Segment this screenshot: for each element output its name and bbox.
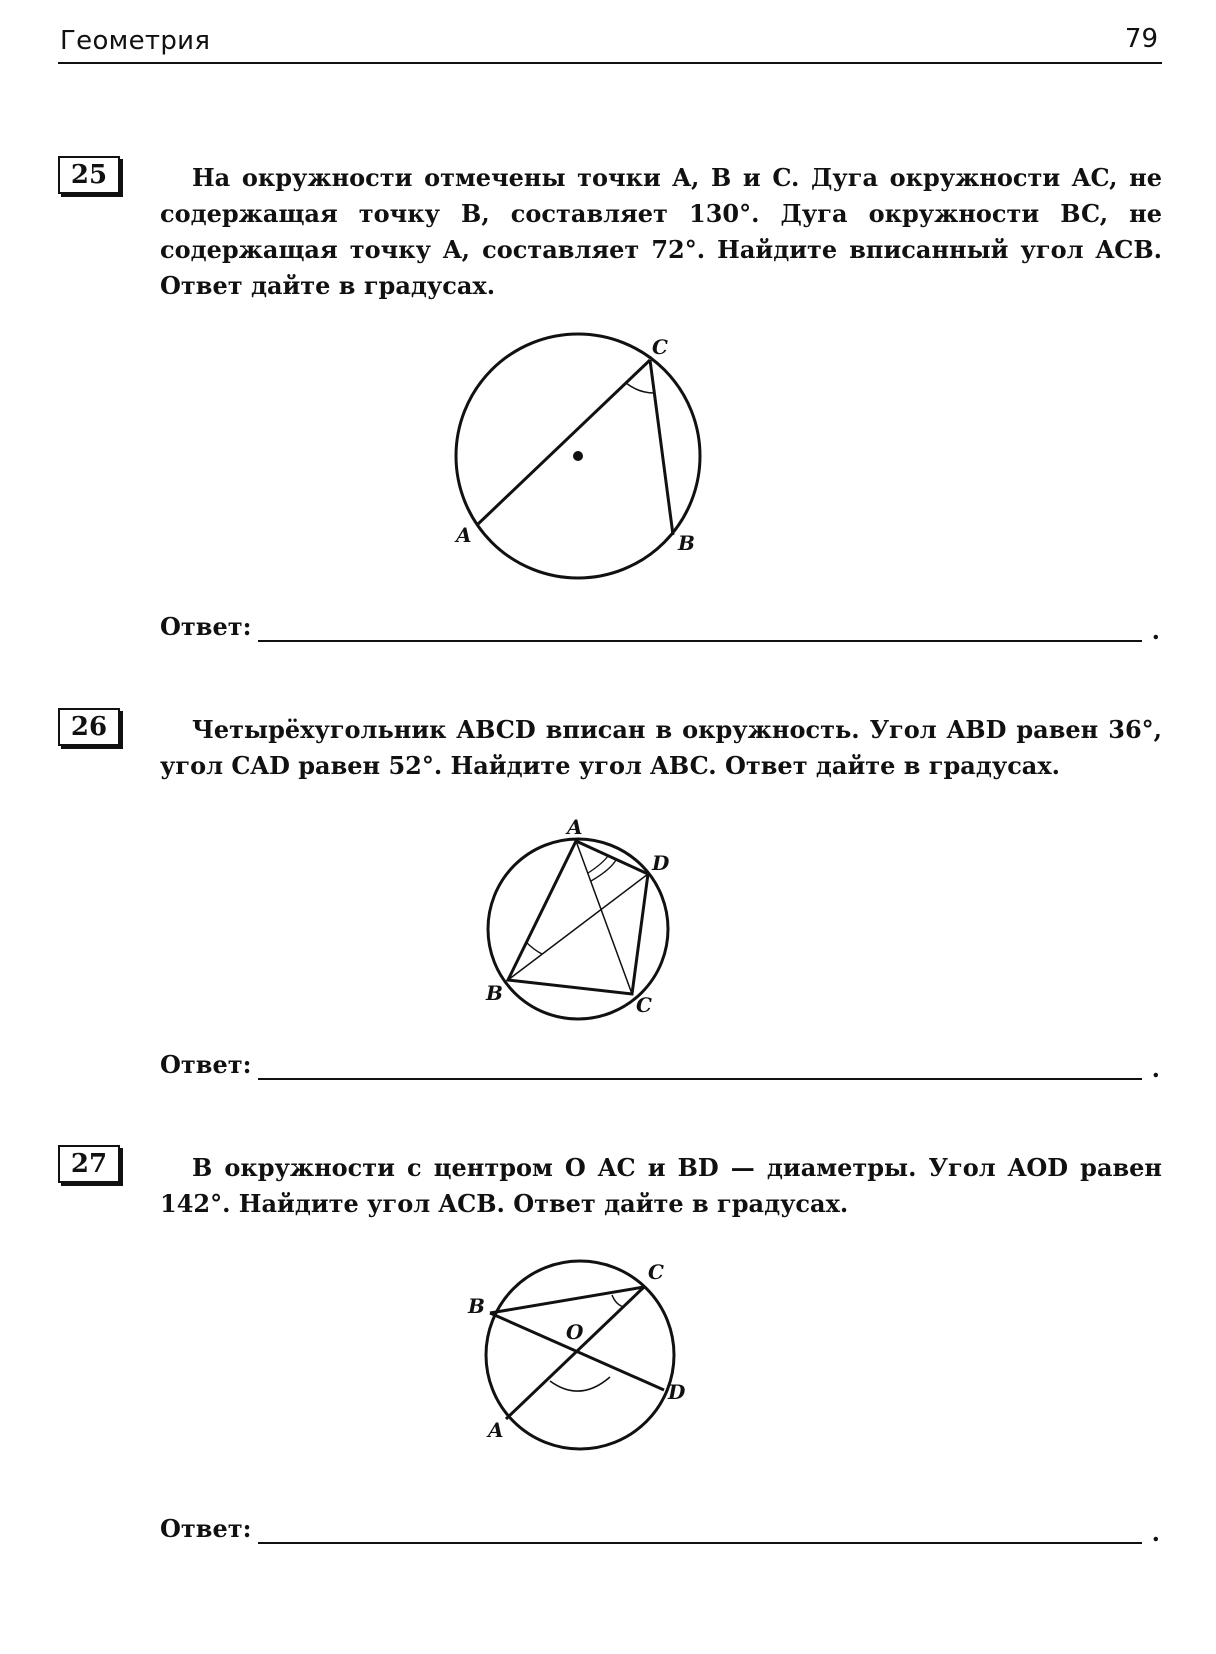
chord-ac (477, 360, 650, 525)
answer-line[interactable] (258, 1542, 1142, 1544)
angle-acb-arc (612, 1295, 624, 1307)
label-d: D (668, 1380, 686, 1404)
answer-label: Ответ: (160, 612, 252, 641)
label-a: A (567, 815, 583, 839)
task-25-figure (440, 330, 740, 620)
angle-cad-arc-1 (588, 856, 608, 873)
section-title: Геометрия (60, 26, 211, 56)
task-26-answer (160, 1050, 1162, 1084)
task-25-answer (160, 612, 1162, 646)
task-number-26: 26 (58, 708, 120, 746)
answer-line[interactable] (258, 1078, 1142, 1080)
task-number-27: 27 (58, 1145, 120, 1183)
page-number: 79 (1124, 24, 1158, 54)
label-c: C (648, 1260, 664, 1284)
label-a: A (456, 523, 472, 547)
angle-abd-arc (526, 942, 542, 954)
answer-end: . (1151, 616, 1160, 645)
label-b: B (486, 981, 503, 1005)
task-26-figure (470, 815, 710, 1068)
task-number-25: 25 (58, 156, 120, 194)
label-d: D (652, 851, 670, 875)
label-c: C (652, 335, 668, 359)
chord-cb (650, 360, 673, 535)
circle-center (573, 451, 583, 461)
task-27-text: В окружности с центром O AC и BD — диаметры. Угол AOD равен 142°. Найдите угол ACB. Ответ дайте в градусах. (160, 1153, 1162, 1218)
label-b: B (468, 1294, 485, 1318)
label-c: C (636, 993, 652, 1017)
label-b: B (678, 531, 695, 555)
label-a: A (488, 1418, 504, 1442)
page-header (58, 22, 1162, 64)
quadrilateral-abcd (508, 841, 648, 994)
answer-label: Ответ: (160, 1050, 252, 1079)
answer-end: . (1151, 1518, 1160, 1547)
task-26-text: Четырёхугольник ABCD вписан в окружность. Угол ABD равен 36°, угол CAD равен 52°. Найдите угол ABC. Ответ дайте в градусах. (160, 715, 1162, 780)
angle-acb-arc (626, 383, 654, 393)
answer-end: . (1151, 1054, 1160, 1083)
angle-cad-arc-2 (591, 860, 616, 881)
label-o: O (566, 1320, 584, 1344)
angle-aod-arc (550, 1377, 610, 1391)
diagonal-bd (508, 874, 648, 980)
circle (486, 1261, 674, 1449)
answer-label: Ответ: (160, 1514, 252, 1543)
task-25-text: На окружности отмечены точки A, B и C. Дуга окружности AC, не содержащая точку B, составляет 130°. Дуга окружности BC, не содержащая точку A, составляет 72°. Найдите вписанный угол ACB. Ответ дайте в градусах. (160, 163, 1162, 300)
task-27-answer (160, 1514, 1162, 1548)
answer-line[interactable] (258, 640, 1142, 642)
task-27-figure (460, 1255, 720, 1505)
